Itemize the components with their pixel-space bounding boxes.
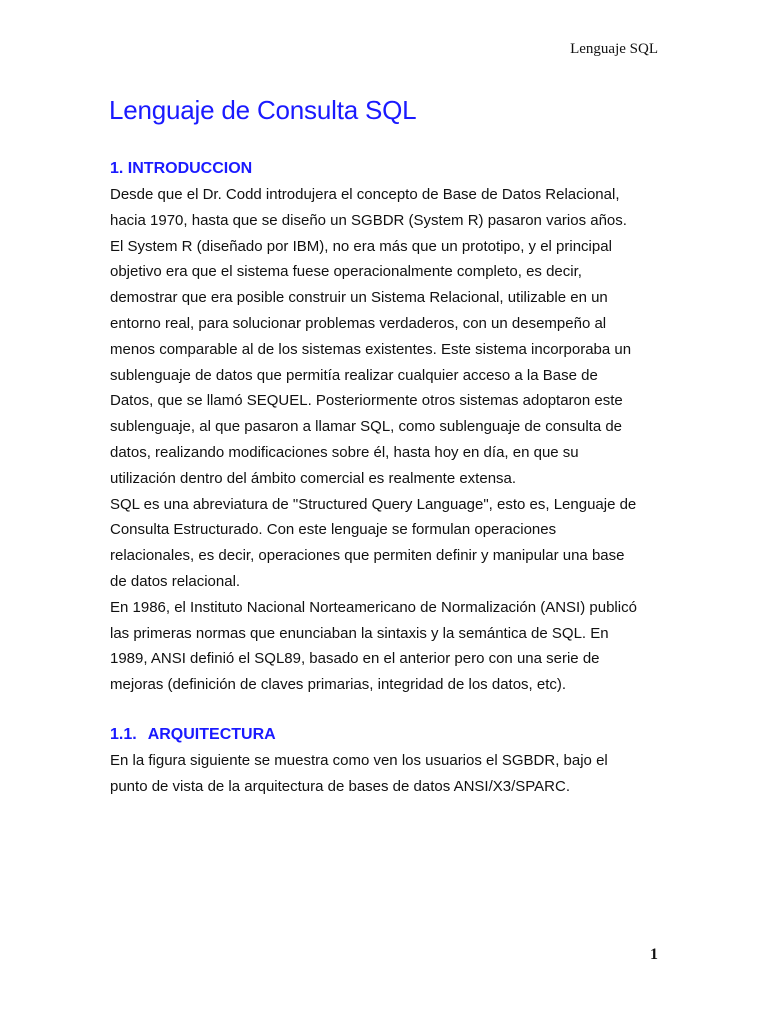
paragraph-line: de datos relacional. [110,572,241,590]
paragraph-line: SQL es una abreviatura de "Structured Query Language", esto es, Lenguaje de [110,495,637,513]
paragraph-line: sublenguaje de datos que permitía realizar cualquier acceso a la Base de [110,366,598,384]
paragraph-line: punto de vista de la arquitectura de bases de datos ANSI/X3/SPARC. [110,777,570,795]
paragraph-line: El System R (diseñado por IBM), no era más que un prototipo, y el principal [110,237,612,255]
paragraph-line: demostrar que era posible construir un Sistema Relacional, utilizable en un [110,289,608,307]
paragraph-line: datos, realizando modificaciones sobre él, hasta hoy en día, en que su [110,443,579,461]
section-title: ARQUITECTURA [147,726,276,743]
paragraph-line: menos comparable al de los sistemas existentes. Este sistema incorporaba un [110,340,632,358]
section-number: 1.1. [110,726,137,743]
section-title: INTRODUCCION [127,160,253,177]
paragraph-line: hacia 1970, hasta que se diseño un SGBDR (System R) pasaron varios años. [110,211,627,229]
paragraph-line: Consulta Estructurado. Con este lenguaje se formulan operaciones [110,521,557,539]
page-number: 1 [650,946,658,963]
paragraph-line: Datos, que se llamó SEQUEL. Posteriormente otros sistemas adoptaron este [110,392,623,410]
paragraph-line: Desde que el Dr. Codd introdujera el concepto de Base de Datos Relacional, [110,186,620,203]
paragraph-line: sublenguaje, al que pasaron a llamar SQL, como sublenguaje de consulta de [110,418,623,436]
section-heading-introduccion [110,160,252,178]
paragraph-line: 1989, ANSI definió el SQL89, basado en el anterior pero con una serie de [110,650,600,668]
paragraph-line: relacionales, es decir, operaciones que permiten definir y manipular una base [110,547,625,565]
paragraph-line: En la figura siguiente se muestra como ven los usuarios el SGBDR, bajo el [110,752,608,769]
paragraph-line: En 1986, el Instituto Nacional Norteamericano de Normalización (ANSI) publicó [110,598,637,616]
section-number: 1. [110,160,124,177]
section-heading-arquitectura [110,726,276,744]
document-title: Lenguaje de Consulta SQL [109,95,417,125]
paragraph-line: objetivo era que el sistema fuese operacionalmente completo, es decir, [110,263,582,281]
section-body-introduccion [110,182,650,698]
paragraph-line: utilización dentro del ámbito comercial es realmente extensa. [110,469,517,487]
paragraph-line: entorno real, para solucionar problemas verdaderos, con un desempeño al [110,314,607,332]
paragraph-line: las primeras normas que enunciaban la sintaxis y la semántica de SQL. En [110,624,609,642]
running-header: Lenguaje SQL [570,41,658,57]
paragraph-line: mejoras (definición de claves primarias, integridad de los datos, etc). [110,676,567,694]
section-body-arquitectura [110,748,650,800]
